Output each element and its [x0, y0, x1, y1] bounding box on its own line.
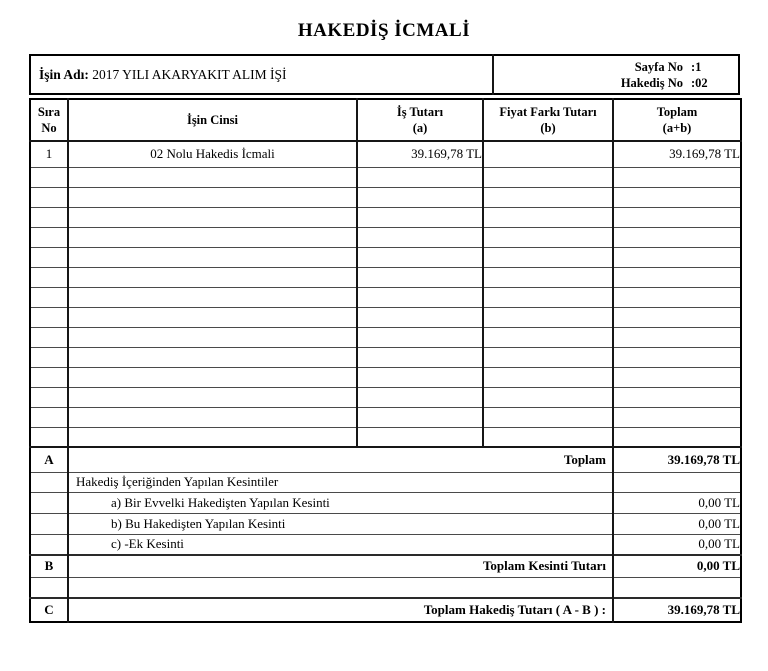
row-a-value: 39.169,78 TL	[613, 447, 741, 472]
column-header-row	[30, 99, 741, 141]
cell-fiyat-farki	[483, 141, 613, 167]
col-header-isin-cinsi: İşin Cinsi	[68, 99, 357, 141]
document-body	[29, 54, 740, 623]
total-row-a	[30, 447, 741, 472]
row-a-label: A	[30, 447, 68, 472]
row-b-label: B	[30, 555, 68, 577]
deduction-a-value: 0,00 TL	[613, 492, 741, 513]
col-header-toplam: Toplam (a+b)	[613, 99, 741, 141]
total-row-b	[30, 555, 741, 577]
col-header-sira-no: Sıra No	[30, 99, 68, 141]
deduction-row-b	[30, 513, 741, 534]
empty-table-row	[30, 227, 741, 247]
isin-adi-cell	[30, 55, 493, 94]
hakedis-no-value: :02	[691, 75, 708, 90]
empty-table-row	[30, 387, 741, 407]
row-b-caption: Toplam Kesinti Tutarı	[68, 555, 613, 577]
total-row-c	[30, 598, 741, 622]
empty-rows-section	[30, 167, 741, 447]
isin-adi-label: İşin Adı:	[39, 66, 89, 82]
empty-table-row	[30, 307, 741, 327]
empty-table-row	[30, 347, 741, 367]
deduction-a-label: a) Bir Evvelki Hakedişten Yapılan Kesinti	[68, 492, 613, 513]
cell-isin-cinsi: 02 Nolu Hakedis İcmali	[68, 141, 357, 167]
deduction-row-a	[30, 492, 741, 513]
col-header-is-tutari: İş Tutarı (a)	[357, 99, 483, 141]
deductions-header-row	[30, 472, 741, 492]
hakedis-table	[29, 98, 742, 623]
empty-table-row	[30, 267, 741, 287]
deductions-header-sira	[30, 472, 68, 492]
sayfa-no-label: Sayfa No	[634, 59, 683, 74]
empty-table-row	[30, 187, 741, 207]
empty-table-row	[30, 207, 741, 227]
row-c-value: 39.169,78 TL	[613, 598, 741, 622]
empty-table-row	[30, 327, 741, 347]
empty-table-row	[30, 427, 741, 447]
page-title: HAKEDİŞ İCMALİ	[297, 20, 471, 41]
empty-table-row	[30, 167, 741, 187]
cell-is-tutari: 39.169,78 TL	[357, 141, 483, 167]
row-c-label: C	[30, 598, 68, 622]
deductions-header-value	[613, 472, 741, 492]
deductions-header-text: Hakediş İçeriğinden Yapılan Kesintiler	[68, 472, 613, 492]
table-row	[30, 141, 741, 167]
deduction-row-c	[30, 534, 741, 555]
empty-table-row	[30, 287, 741, 307]
deduction-c-label: c) -Ek Kesinti	[68, 534, 613, 555]
cell-toplam: 39.169,78 TL	[613, 141, 741, 167]
header-info-table	[29, 54, 740, 95]
empty-table-row	[30, 407, 741, 427]
deduction-b-value: 0,00 TL	[613, 513, 741, 534]
empty-table-row	[30, 367, 741, 387]
isin-adi-value: 2017 YILI AKARYAKIT ALIM İŞİ	[92, 66, 287, 82]
deduction-b-label: b) Bu Hakedişten Yapılan Kesinti	[68, 513, 613, 534]
col-header-fiyat-farki: Fiyat Farkı Tutarı (b)	[483, 99, 613, 141]
page-info-block	[495, 59, 737, 91]
spacer-row	[30, 577, 741, 598]
row-b-value: 0,00 TL	[613, 555, 741, 577]
row-a-caption: Toplam	[68, 447, 613, 472]
cell-sira-no: 1	[30, 141, 68, 167]
hakedis-no-label: Hakediş No	[620, 75, 683, 90]
page-info-cell	[493, 55, 739, 94]
deduction-c-value: 0,00 TL	[613, 534, 741, 555]
sayfa-no-value: :1	[691, 59, 702, 74]
row-c-caption: Toplam Hakediş Tutarı ( A - B ) :	[68, 598, 613, 622]
header-info-row	[30, 55, 739, 94]
empty-table-row	[30, 247, 741, 267]
